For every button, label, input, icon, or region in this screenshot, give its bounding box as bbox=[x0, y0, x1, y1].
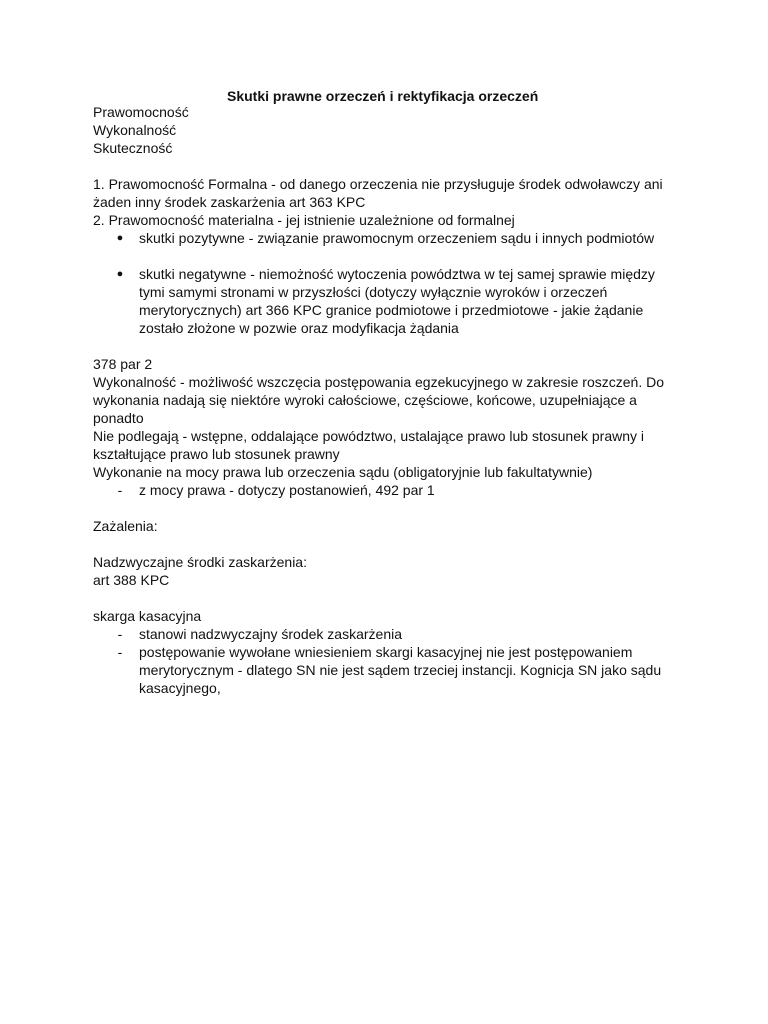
dash-marker: - bbox=[117, 482, 123, 498]
point-1-line: żaden inny środek zaskarżenia art 363 KPC bbox=[93, 194, 366, 210]
paragraph-line: Wykonalność - możliwość wszczęcia postępowania egzekucyjnego w zakresie roszczeń. Do bbox=[93, 374, 665, 390]
dash-text: z mocy prawa - dotyczy postanowień, 492 par 1 bbox=[139, 482, 435, 498]
bullet-text: skutki negatywne - niemożność wytoczenia powództwa w tej samej sprawie między bbox=[139, 266, 655, 282]
intro-line: Prawomocność bbox=[93, 104, 189, 120]
dash-marker: - bbox=[117, 626, 123, 642]
dash-text: postępowanie wywołane wniesieniem skargi kasacyjnej nie jest postępowaniem bbox=[139, 644, 633, 660]
bullet-text: skutki pozytywne - związanie prawomocnym orzeczeniem sądu i innych podmiotów bbox=[139, 230, 655, 246]
bullet-text: zostało złożone w pozwie oraz modyfikacja żądania bbox=[139, 320, 459, 336]
reference-line: art 388 KPC bbox=[93, 572, 170, 588]
bullet-text: tymi samymi stronami w przyszłości (dotyczy wyłącznie wyroków i orzeczeń bbox=[139, 284, 608, 300]
bullet-text: merytorycznych) art 366 KPC granice podmiotowe i przedmiotowe - jakie żądanie bbox=[139, 302, 644, 318]
paragraph-line: kształtujące prawo lub stosunek prawny bbox=[93, 446, 340, 462]
paragraph-line: Wykonanie na mocy prawa lub orzeczenia sądu (obligatoryjnie lub fakultatywnie) bbox=[93, 464, 593, 480]
document-title: Skutki prawne orzeczeń i rektyfikacja orzeczeń bbox=[227, 88, 539, 104]
section-heading: Nadzwyczajne środki zaskarżenia: bbox=[93, 554, 307, 570]
bullet-marker: ● bbox=[116, 232, 124, 244]
bullet-marker: ● bbox=[116, 268, 124, 280]
paragraph-line: wykonania nadają się niektóre wyroki całościowe, częściowe, końcowe, uzupełniające a bbox=[93, 392, 637, 408]
point-1-line: 1. Prawomocność Formalna - od danego orzeczenia nie przysługuje środek odwoławczy ani bbox=[93, 176, 663, 192]
reference-line: 378 par 2 bbox=[93, 356, 153, 372]
section-heading: Zażalenia: bbox=[93, 518, 158, 534]
dash-text: stanowi nadzwyczajny środek zaskarżenia bbox=[139, 626, 403, 642]
point-2-line: 2. Prawomocność materialna - jej istnienie uzależnione od formalnej bbox=[93, 212, 515, 228]
dash-marker: - bbox=[117, 644, 123, 660]
intro-line: Wykonalność bbox=[93, 122, 177, 138]
dash-text: merytorycznym - dlatego SN nie jest sądem trzeciej instancji. Kognicja SN jako sądu bbox=[139, 662, 662, 678]
paragraph-line: ponadto bbox=[93, 410, 144, 426]
intro-line: Skuteczność bbox=[93, 140, 173, 156]
paragraph-line: Nie podlegają - wstępne, oddalające powództwo, ustalające prawo lub stosunek prawny i bbox=[93, 428, 644, 444]
dash-text: kasacyjnego, bbox=[139, 680, 221, 696]
section-heading: skarga kasacyjna bbox=[93, 608, 202, 624]
